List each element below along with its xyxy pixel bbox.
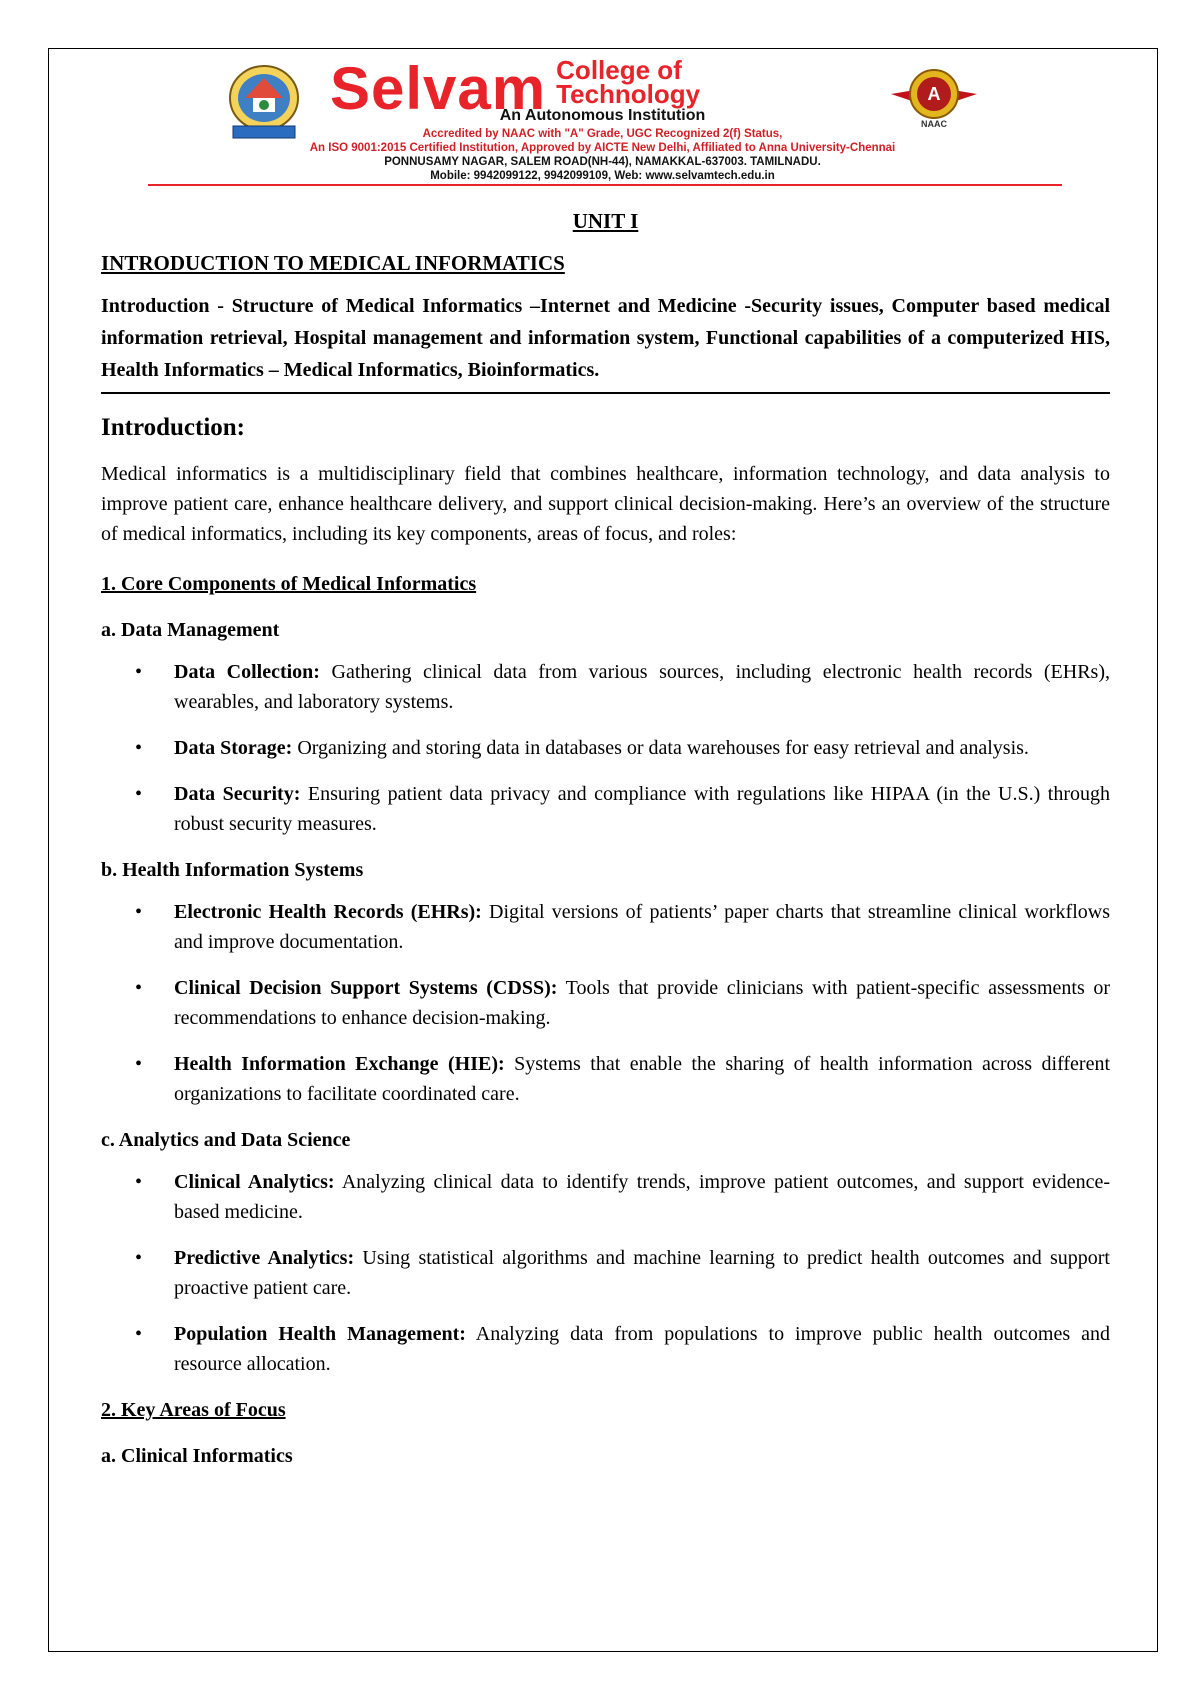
analytics-heading: c. Analytics and Data Science <box>101 1129 351 1151</box>
core-components-heading: 1. Core Components of Medical Informatics <box>101 573 477 595</box>
brand-subtitle <box>556 55 701 109</box>
item-term: Health Information Exchange (HIE): <box>174 1053 505 1075</box>
unit-title: UNIT I <box>572 209 639 233</box>
introduction-paragraph: Medical informatics is a multidisciplinary field that combines healthcare, information technology, and data analysis to improve patient care, enhance healthcare delivery, and support clinical decision-making. Here’s an overview of the structure of medical informatics, including its key components, areas of focus, and roles: <box>101 463 1110 545</box>
document-body <box>101 204 1110 1471</box>
letterhead <box>145 55 1060 188</box>
item-text: Using statistical algorithms and machine learning to predict health outcomes and support proactive patient care. <box>174 1247 1110 1299</box>
list-item <box>101 1167 1110 1227</box>
analytics-list <box>101 1167 1110 1379</box>
item-text: Systems that enable the sharing of health information across different organizations to facilitate coordinated care. <box>174 1053 1111 1105</box>
data-management-list <box>101 657 1110 839</box>
list-item <box>101 1049 1110 1109</box>
item-text: Organizing and storing data in databases or data warehouses for easy retrieval and analysis. <box>292 737 1029 759</box>
item-term: Clinical Decision Support Systems (CDSS): <box>174 977 558 999</box>
key-areas-heading: 2. Key Areas of Focus <box>101 1399 286 1421</box>
list-item <box>101 1243 1110 1303</box>
chapter-title: INTRODUCTION TO MEDICAL INFORMATICS <box>101 251 565 275</box>
item-term: Data Collection: <box>174 661 320 683</box>
section-divider <box>101 392 1110 394</box>
list-item <box>101 897 1110 957</box>
syllabus-topics: Introduction - Structure of Medical Informatics –Internet and Medicine -Security issues, Computer based medical information retrieval, Hospital management and information system, Functional capabilities of a computerized HIS, Health Informatics – Medical Informatics, Bioinformatics. <box>101 295 1110 381</box>
item-term: Data Security: <box>174 783 301 805</box>
item-text: Gathering clinical data from various sources, including electronic health records (EHRs), wearables, and laboratory systems. <box>174 661 1110 713</box>
bullet-icon: • <box>135 977 143 999</box>
naac-badge-text: NAAC <box>921 119 947 129</box>
bullet-icon: • <box>135 1247 143 1269</box>
introduction-heading: Introduction: <box>101 414 246 441</box>
item-term: Predictive Analytics: <box>174 1247 355 1269</box>
data-management-heading: a. Data Management <box>101 619 280 641</box>
bullet-icon: • <box>135 1323 143 1345</box>
accreditation-line: Accredited by NAAC with "A" Grade, UGC Recognized 2(f) Status, <box>422 128 783 140</box>
bullet-icon: • <box>135 783 143 805</box>
brand-name: Selvam <box>330 55 547 122</box>
item-term: Data Storage: <box>174 737 293 759</box>
list-item <box>101 779 1110 839</box>
certification-line: An ISO 9001:2015 Certified Institution, Approved by AICTE New Delhi, Affiliated to Anna University-Chennai <box>309 142 896 154</box>
list-item <box>101 657 1110 717</box>
institution-tagline: An Autonomous Institution <box>499 107 706 124</box>
item-text: Analyzing clinical data to identify trends, improve patient outcomes, and support evidence-based medicine. <box>174 1171 1111 1223</box>
list-item <box>101 733 1110 763</box>
bullet-icon: • <box>135 661 143 683</box>
item-text: Analyzing data from populations to improve public health outcomes and resource allocation. <box>174 1323 1110 1375</box>
item-term: Electronic Health Records (EHRs): <box>174 901 482 923</box>
bullet-icon: • <box>135 737 143 759</box>
clinical-informatics-heading: a. Clinical Informatics <box>101 1445 293 1467</box>
contact-line: Mobile: 9942099122, 9942099109, Web: www.selvamtech.edu.in <box>430 170 775 182</box>
bullet-icon: • <box>135 1171 143 1193</box>
item-text: Tools that provide clinicians with patient-specific assessments or recommendations to enhance decision-making. <box>174 977 1110 1029</box>
health-info-systems-heading: b. Health Information Systems <box>101 859 364 881</box>
health-info-systems-list <box>101 897 1110 1109</box>
list-item <box>101 973 1110 1033</box>
item-text: Digital versions of patients’ paper charts that streamline clinical workflows and improve documentation. <box>174 901 1110 953</box>
address-line: PONNUSAMY NAGAR, SALEM ROAD(NH-44), NAMAKKAL-637003. TAMILNADU. <box>384 156 821 168</box>
list-item <box>101 1319 1110 1379</box>
bullet-icon: • <box>135 901 143 923</box>
item-term: Clinical Analytics: <box>174 1171 335 1193</box>
naac-badge-letter: A <box>927 84 941 104</box>
item-text: Ensuring patient data privacy and compliance with regulations like HIPAA (in the U.S.) through robust security measures. <box>174 783 1110 835</box>
brand-subtitle-line1: College of <box>556 55 682 85</box>
header-divider <box>148 184 1062 186</box>
bullet-icon: • <box>135 1053 143 1075</box>
brand-subtitle-line2: Technology <box>556 79 701 109</box>
item-term: Population Health Management: <box>174 1323 466 1345</box>
